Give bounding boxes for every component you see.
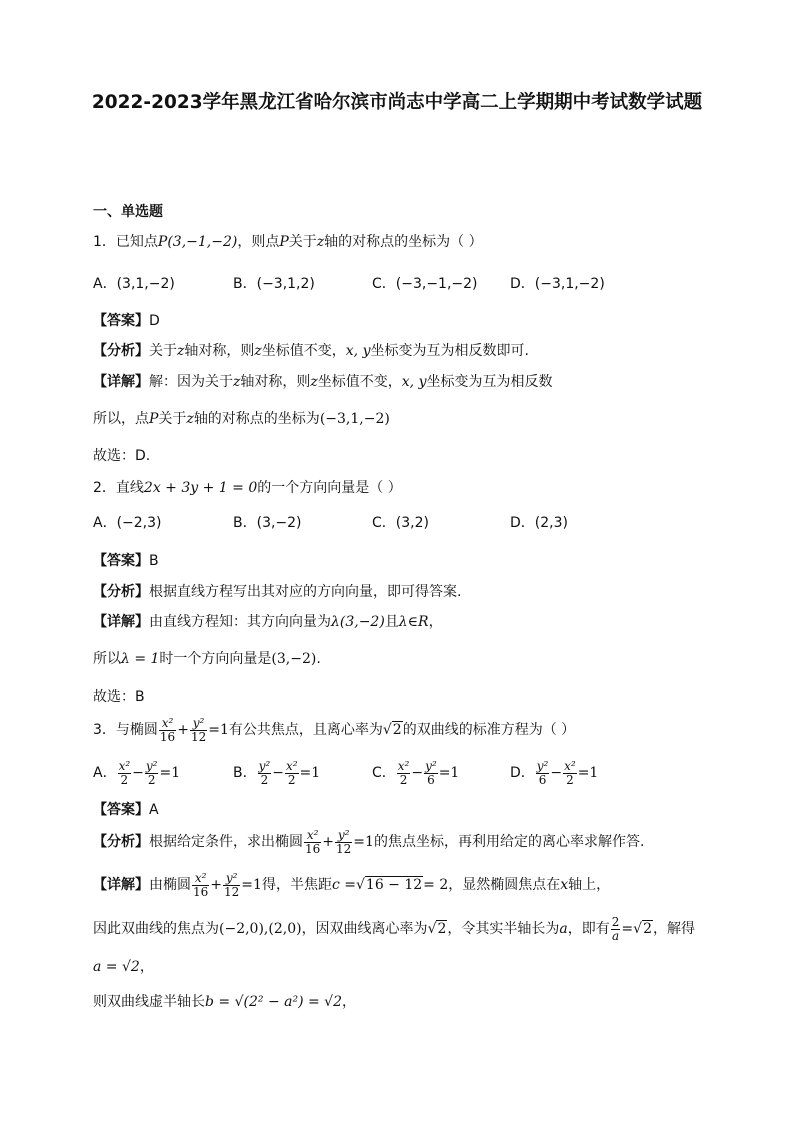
q1-option-b: B．(−3,1,2) [233, 276, 315, 292]
q1-option-c: C．(−3,−1,−2) [372, 276, 478, 292]
ellipse-frac-y: $\frac{\text{y²}}{12}$ [190, 715, 207, 744]
q3-answer: 【答案】A [93, 802, 159, 818]
q1-detail: 【详解】解：因为关于z轴对称，则z坐标值不变，x, y坐标变为互为相反数 [93, 374, 553, 390]
q2-answer: 【答案】B [93, 553, 159, 569]
q3-option-c: C． $\frac{\text{x²}}{2}$ − $\frac{\text{y²}}{6}$ =1 [372, 758, 460, 787]
q3-foci-line: 因此双曲线的焦点为(−2,0),(2,0)，因双曲线离心率为√2，令其实半轴长为a，即有 $\frac{2}{a}$ =√2，解得 [93, 914, 695, 943]
q1-choose: 故选：D. [93, 448, 151, 464]
q1-answer: 【答案】D [93, 313, 160, 329]
q2-option-a: A．(−2,3) [93, 515, 162, 531]
q3-analysis: 【分析】根据给定条件，求出椭圆 $\frac{\text{x²}}{16}$ + $\frac{\text{y²}}{12}$ =1的焦点坐标，再利用给定的离心率求解作答. [93, 827, 645, 856]
q2-conclusion: 所以λ = 1时一个方向向量是(3,−2). [93, 651, 321, 667]
q3-solve-a: a = √2， [93, 959, 154, 975]
q3-detail: 【详解】由椭圆 $\frac{\text{x²}}{16}$ + $\frac{\text{y²}}{12}$ =1得，半焦距c =√16 − 12= 2，显然椭圆焦点在x轴上， [93, 870, 611, 899]
q1-stem: 1．已知点P(3,−1,−2)，则点P关于z轴的对称点的坐标为（ ） [93, 234, 483, 250]
q1-option-a: A．(3,1,−2) [93, 276, 175, 292]
q3-option-b: B． $\frac{\text{y²}}{2}$ − $\frac{\text{x²}}{2}$ =1 [233, 758, 321, 787]
q2-option-b: B．(3,−2) [233, 515, 302, 531]
q2-detail: 【详解】由直线方程知：其方向向量为λ(3,−2)且λ∈R， [93, 614, 443, 630]
q1-option-d: D．(−3,1,−2) [510, 276, 605, 292]
q3-option-a: A． $\frac{\text{x²}}{2}$ − $\frac{\text{y²}}{2}$ =1 [93, 758, 181, 787]
q2-option-d: D．(2,3) [510, 515, 568, 531]
ellipse-frac-x: $\frac{\text{x²}}{16}$ [159, 715, 176, 744]
page-title: 2022-2023学年黑龙江省哈尔滨市尚志中学高二上学期期中考试数学试题 [91, 92, 703, 113]
q2-stem: 2．直线2x + 3y + 1 = 0的一个方向向量是（ ） [93, 480, 402, 496]
q3-option-d: D． $\frac{\text{y²}}{6}$ − $\frac{\text{x²}}{2}$ =1 [510, 758, 599, 787]
section-heading: 一、单选题 [93, 204, 163, 220]
q1-analysis: 【分析】关于z轴对称，则z坐标值不变，x, y坐标变为互为相反数即可. [93, 343, 529, 359]
q3-stem: 3．与椭圆 $\frac{\text{x²}}{16}$ + $\frac{\text{y²}}{12}$ =1有公共焦点，且离心率为√2的双曲线的标准方程为（ ） [93, 715, 576, 744]
q3-semi-minor: 则双曲线虚半轴长b = √(2² − a²) = √2， [93, 994, 357, 1010]
q2-option-c: C．(3,2) [372, 515, 429, 531]
q1-conclusion: 所以，点P关于z轴的对称点的坐标为(−3,1,−2) [93, 411, 390, 427]
q2-analysis: 【分析】根据直线方程写出其对应的方向向量，即可得答案. [93, 584, 462, 600]
sqrt-2: √2 [382, 722, 402, 738]
q2-choose: 故选：B [93, 689, 145, 705]
